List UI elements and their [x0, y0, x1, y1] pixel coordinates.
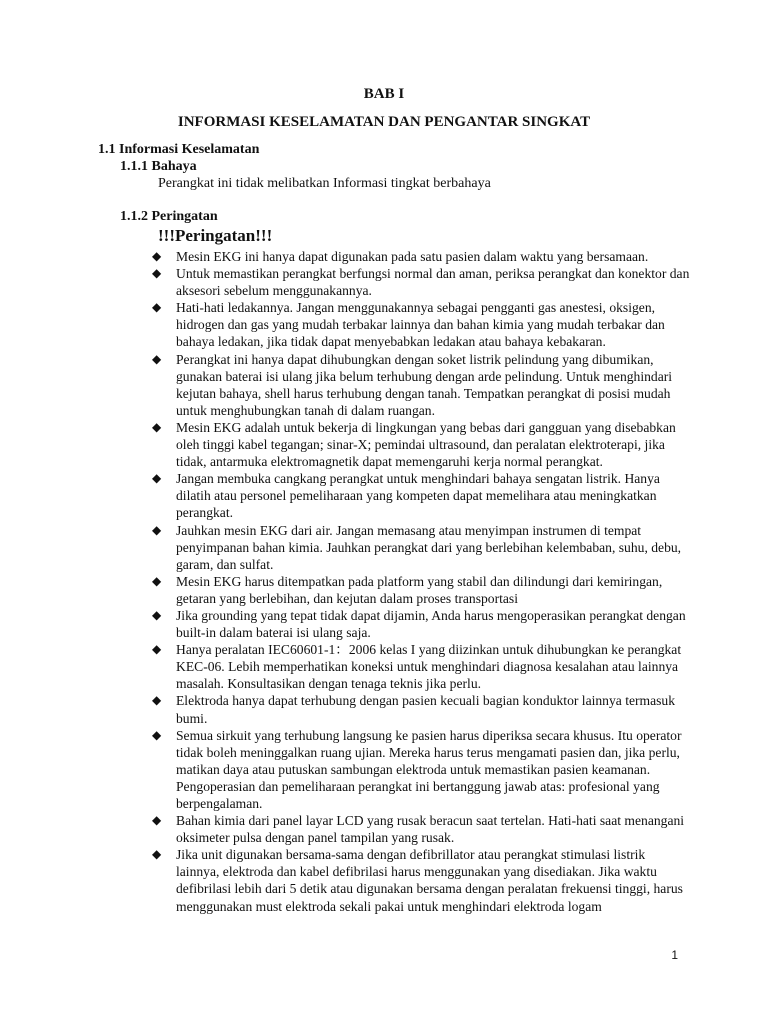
- subsection-heading-bahaya: 1.1.1 Bahaya: [120, 159, 197, 174]
- list-item-text: Mesin EKG ini hanya dapat digunakan pada satu pasien dalam waktu yang bersamaan.: [176, 249, 649, 264]
- diamond-bullet-icon: ◆: [152, 419, 162, 434]
- diamond-bullet-icon: ◆: [152, 573, 162, 588]
- list-item: [152, 573, 692, 607]
- diamond-bullet-icon: ◆: [152, 847, 162, 862]
- diamond-bullet-icon: ◆: [152, 249, 162, 263]
- chapter-title: INFORMASI KESELAMATAN DAN PENGANTAR SINGKAT: [177, 114, 591, 130]
- list-item: [152, 522, 692, 573]
- list-item: [152, 607, 692, 641]
- diamond-bullet-icon: ◆: [152, 351, 162, 366]
- list-item: [152, 470, 692, 521]
- list-item-text: Jika grounding yang tepat tidak dapat dijamin, Anda harus mengoperasikan perangkat dengan built-in dalam baterai isi ulang saja.: [176, 607, 686, 641]
- list-item-text: Perangkat ini hanya dapat dihubungkan dengan soket listrik pelindung yang dibumikan, gunakan baterai isi ulang jika belum terhubung dengan arde pelindung. Untuk menghindari kejutan bahaya, shell harus terhubung dengan tanah. Tempatkan perangkat di posisi mudah untuk menghubungkan tanah di dalam ruangan.: [176, 351, 673, 418]
- diamond-bullet-icon: ◆: [152, 471, 162, 486]
- list-item-text: Semua sirkuit yang terhubung langsung ke pasien harus diperiksa secara khusus. Itu operator tidak boleh meninggalkan ruang ujian. Mereka harus terus mengamati pasien dan, jika perlu, matikan daya atau putuskan sambungan elektroda untuk memastikan pasien keamanan. Pengoperasian dan pemeliharaan perangkat ini bertanggung jawab atas: profesional yang berpengalaman.: [176, 727, 682, 811]
- diamond-bullet-icon: ◆: [152, 522, 162, 537]
- list-item-text: Jika unit digunakan bersama-sama dengan defibrillator atau perangkat stimulasi listrik lainnya, elektroda dan kabel defibrilasi harus menggunakan yang disediakan. Jika waktu defibrilasi lebih dari 5 detik atau digunakan bersama dengan peralatan frekuensi tinggi, harus menggunakan must elektroda sekali pakai untuk menghindari elektroda logam: [176, 847, 683, 914]
- list-item-text: Jauhkan mesin EKG dari air. Jangan memasang atau menyimpan instrumen di tempat penyimpanan bahan kimia. Jauhkan perangkat dari yang berlebihan kelembaban, suhu, debu, garam, dan sulfat.: [176, 522, 682, 572]
- diamond-bullet-icon: ◆: [152, 727, 162, 742]
- list-item-text: Jangan membuka cangkang perangkat untuk menghindari bahaya sengatan listrik. Hanya dilatih atau personel pemeliharaan yang kompeten dapat memelihara atau meningkatkan perangkat.: [176, 471, 660, 521]
- list-item-text: Hanya peralatan IEC60601-1：2006 kelas I yang diizinkan untuk dihubungkan ke perangkat KEC-06. Lebih memperhatikan koneksi untuk menghindari diagnosa kesalahan atau lainnya masalah. Konsultasikan dengan tenaga teknis jika perlu.: [176, 642, 682, 692]
- list-item-text: Hati-hati ledakannya. Jangan menggunakannya sebagai pengganti gas anestesi, oksigen, hidrogen dan gas yang mudah terbakar lainnya dan bahan kimia yang mudah terbakar dan bahaya ledakan, jika tidak dapat menyebabkan ledakan atau bahaya kebakaran.: [176, 300, 665, 350]
- diamond-bullet-icon: ◆: [152, 607, 162, 622]
- list-item-text: Mesin EKG adalah untuk bekerja di lingkungan yang bebas dari gangguan yang disebabkan oleh tinggi kabel tegangan; sinar-X; pemindai ultrasound, dan peralatan elektroterapi, jika tidak, antarmuka elektromagnetik dapat memengaruhi kerja normal perangkat.: [176, 419, 676, 470]
- diamond-bullet-icon: ◆: [152, 300, 162, 315]
- warning-heading: !!!Peringatan!!!: [158, 226, 273, 245]
- diamond-bullet-icon: ◆: [152, 266, 162, 281]
- page-number: 1: [671, 948, 678, 962]
- list-item: [152, 351, 692, 419]
- list-item: [152, 265, 692, 299]
- diamond-bullet-icon: ◆: [152, 813, 162, 828]
- chapter-heading: BAB I: [363, 86, 405, 102]
- list-item: [152, 846, 692, 914]
- list-item: [152, 248, 692, 265]
- list-item-text: Elektroda hanya dapat terhubung dengan pasien kecuali bagian konduktor lainnya termasuk bumi.: [176, 693, 676, 726]
- warning-list: [152, 248, 692, 915]
- list-item: [152, 812, 692, 846]
- list-item-text: Bahan kimia dari panel layar LCD yang rusak beracun saat tertelan. Hati-hati saat menangani oksimeter pulsa dengan panel tampilan yang rusak.: [176, 813, 685, 846]
- list-item: [152, 419, 692, 470]
- diamond-bullet-icon: ◆: [152, 642, 162, 657]
- bahaya-paragraph: Perangkat ini tidak melibatkan Informasi tingkat berbahaya: [158, 176, 491, 191]
- list-item: [152, 727, 692, 812]
- diamond-bullet-icon: ◆: [152, 693, 162, 708]
- list-item: [152, 692, 692, 726]
- list-item-text: Untuk memastikan perangkat berfungsi normal dan aman, periksa perangkat dan konektor dan aksesori sebelum menggunakannya.: [176, 266, 690, 299]
- section-heading: 1.1 Informasi Keselamatan: [98, 142, 260, 157]
- subsection-heading-peringatan: 1.1.2 Peringatan: [120, 209, 218, 224]
- list-item: [152, 299, 692, 350]
- list-item: [152, 641, 692, 692]
- list-item-text: Mesin EKG harus ditempatkan pada platform yang stabil dan dilindungi dari kemiringan, getaran yang berlebihan, dan kejutan dalam proses transportasi: [176, 573, 663, 606]
